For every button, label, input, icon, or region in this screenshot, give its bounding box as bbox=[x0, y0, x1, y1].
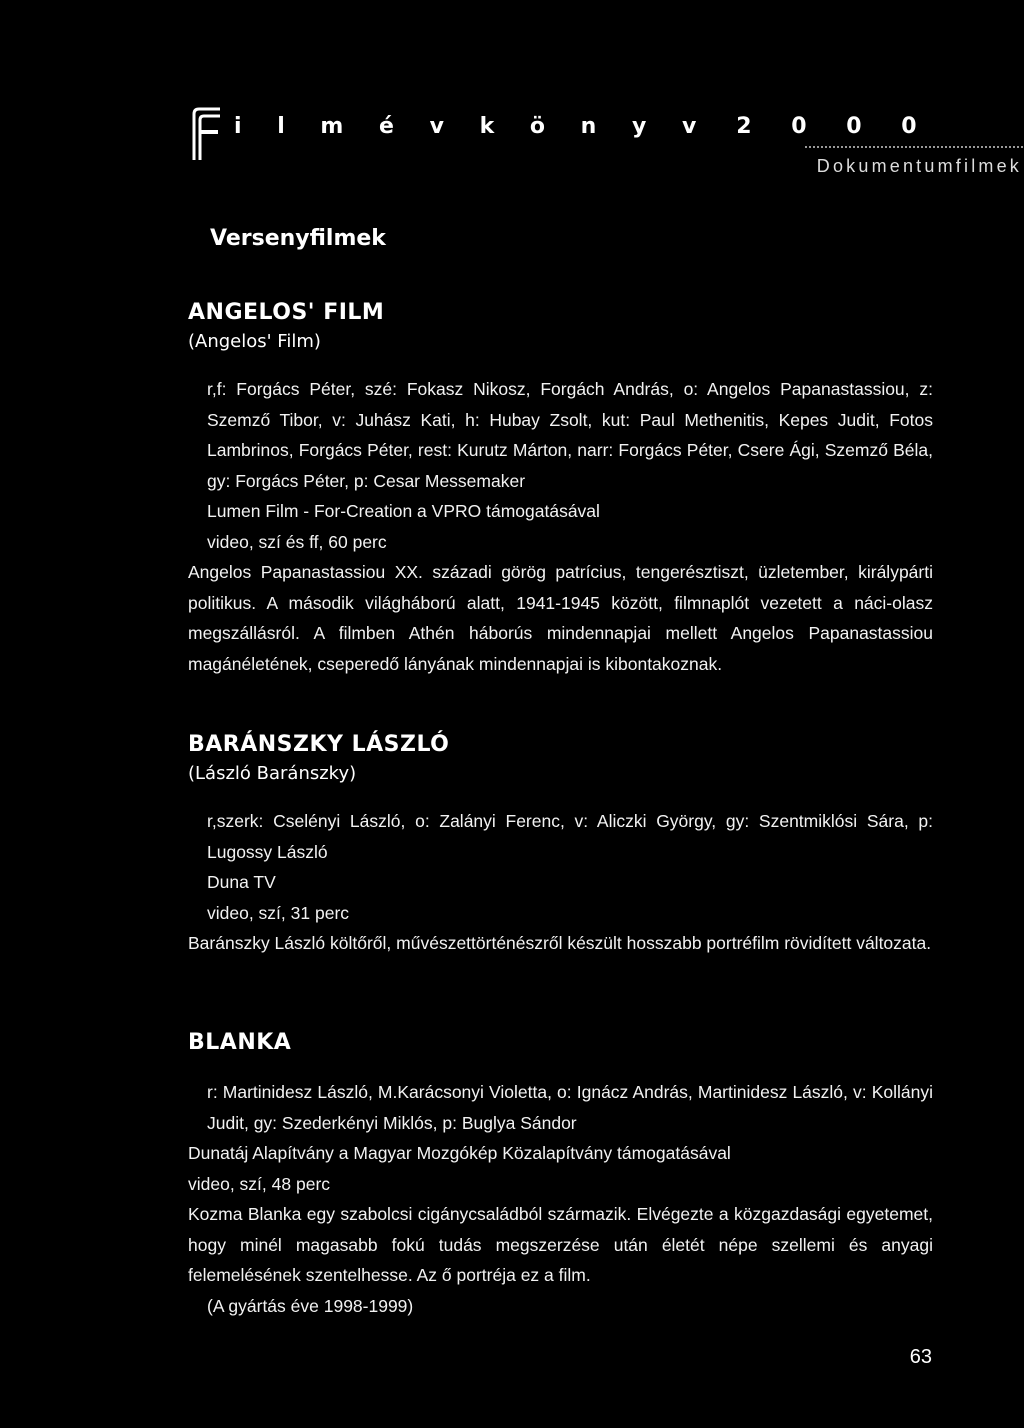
film-format: video, szí, 31 perc bbox=[207, 902, 350, 923]
film-format: video, szí, 48 perc bbox=[188, 1173, 331, 1194]
header-logo-text bbox=[234, 114, 933, 139]
film-producer: Duna TV bbox=[207, 872, 276, 892]
film-credits: r: Martinidesz László, M.Karácsonyi Violetta, o: Ignácz András, Martinidesz László, v: Kollányi Judit, gy: Szederkényi Miklós, p: Buglya Sándor bbox=[207, 1082, 933, 1133]
film-credits: r,f: Forgács Péter, szé: Fokasz Nikosz, Forgách András, o: Angelos Papanastassiou, z: Szemző Tibor, v: Juhász Kati, h: Hubay Zsolt, kut: Paul Methenitis, Kepes Judit, Fotos Lambrinos, Forgács Péter, rest: Kurutz Márton, narr: Forgács Péter, Csere Ági, Szemző Béla, gy: Forgács Péter, p: Cesar Messemaker bbox=[207, 379, 933, 491]
header-dotted-rule bbox=[805, 146, 1024, 148]
film-synopsis: Baránszky László költőről, művészettörténészről készült hosszabb portréfilm rövidített változata. bbox=[188, 933, 932, 953]
film-subtitle: (Angelos' Film) bbox=[188, 331, 321, 352]
page-number: 63 bbox=[909, 1346, 932, 1368]
film-title: BARÁNSZKY LÁSZLÓ bbox=[188, 732, 450, 757]
section-label: Dokumentumfilmek bbox=[816, 156, 1022, 176]
page-header bbox=[190, 100, 1022, 180]
film-format: video, szí és ff, 60 perc bbox=[207, 531, 387, 552]
logo-letters: i l m é v k ö n y v bbox=[234, 114, 711, 139]
film-entry-baranszky bbox=[188, 732, 933, 959]
film-entry-blanka bbox=[188, 1030, 933, 1321]
film-entry-angelos bbox=[188, 300, 933, 679]
film-subtitle: (László Baránszky) bbox=[188, 763, 357, 784]
section-title: Versenyfilmek bbox=[210, 226, 386, 251]
film-producer: Lumen Film - For-Creation a VPRO támogatásával bbox=[207, 501, 600, 521]
film-synopsis: Angelos Papanastassiou XX. századi görög patrícius, tengerésztiszt, üzletember, királypárti politikus. A második világháború alatt, 1941-1945 között, filmnaplót vezetett a náci-olasz megszállásról. A filmben Athén háborús mindennapjai mellett Angelos Papanastassiou magánéletének, cseperedő lányának mindennapjai is kibontakoznak. bbox=[188, 562, 933, 674]
film-title: ANGELOS' FILM bbox=[188, 300, 385, 325]
logo-year: 2 0 0 0 bbox=[736, 114, 933, 139]
film-producer: Dunatáj Alapítvány a Magyar Mozgókép Közalapítvány támogatásával bbox=[188, 1143, 731, 1163]
film-synopsis: Kozma Blanka egy szabolcsi cigánycsaládból származik. Elvégezte a közgazdasági egyetemet, hogy minél magasabb fokú tudás megszerzése után életét népe szellemi és anyagi felemelésének szentelhesse. Az ő portréja ez a film. bbox=[188, 1204, 933, 1285]
filmevkonyv-logo-icon bbox=[190, 106, 222, 162]
film-note: (A gyártás éve 1998-1999) bbox=[207, 1295, 414, 1316]
film-title: BLANKA bbox=[188, 1030, 292, 1055]
film-credits: r,szerk: Cselényi László, o: Zalányi Ferenc, v: Aliczki György, gy: Szentmiklósi Sára, p: Lugossy László bbox=[207, 811, 933, 862]
